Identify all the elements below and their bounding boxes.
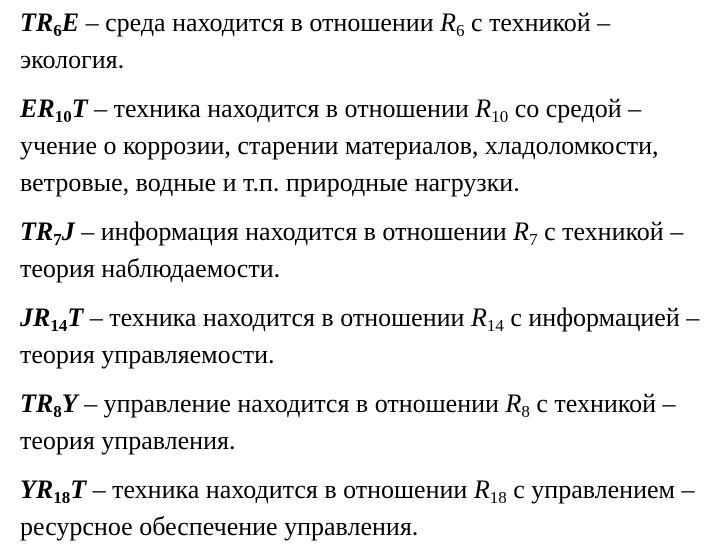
- paragraph-text: – техника находится в отношении: [86, 475, 474, 504]
- notation-left: ER: [20, 94, 55, 123]
- paragraph-text: со средой – учение о коррозии, старении материалов, хладоломкости, ветровые, водные и т.п. природные нагрузки.: [20, 94, 659, 197]
- relation-notation: [20, 389, 78, 421]
- paragraph-text: с техникой – теория наблюдаемости.: [20, 217, 684, 283]
- relation-letter: R: [475, 94, 492, 123]
- notation-right: J: [61, 217, 75, 246]
- notation-right: T: [70, 475, 87, 504]
- notation-index: 7: [53, 230, 62, 249]
- notation-index: 14: [50, 316, 68, 335]
- relation-index: 7: [529, 230, 538, 249]
- notation-left: TR: [20, 389, 54, 418]
- relation-letter: R: [505, 389, 522, 418]
- relation-index: 6: [456, 21, 465, 40]
- paragraph-text: с техникой – экология.: [20, 8, 611, 74]
- paragraph-tr8y: [20, 385, 714, 459]
- relation-index: 10: [491, 107, 509, 126]
- notation-left: TR: [20, 8, 54, 37]
- relation-index: 18: [489, 488, 507, 507]
- notation-left: TR: [20, 217, 54, 246]
- relation-notation: [20, 217, 75, 249]
- relation-symbol: [475, 94, 509, 126]
- notation-index: 6: [53, 21, 62, 40]
- relation-letter: R: [470, 303, 487, 332]
- relation-symbol: [470, 303, 504, 335]
- relation-notation: [20, 94, 88, 126]
- relation-notation: [20, 475, 87, 507]
- notation-right: E: [61, 8, 80, 37]
- paragraph-jr14t: [20, 299, 714, 373]
- paragraph-er10t: [20, 90, 714, 201]
- paragraph-text: – среда находится в отношении: [79, 8, 441, 37]
- paragraph-text: с техникой – теория управления.: [20, 389, 676, 455]
- relation-letter: R: [473, 475, 490, 504]
- relation-letter: R: [513, 217, 530, 246]
- notation-left: YR: [20, 475, 54, 504]
- notation-index: 10: [54, 107, 72, 126]
- paragraph-tr6e: [20, 4, 714, 78]
- notation-right: Y: [61, 389, 78, 418]
- paragraph-text: – информация находится в отношении: [74, 217, 514, 246]
- notation-right: T: [67, 303, 84, 332]
- relation-notation: [20, 8, 80, 40]
- relation-letter: R: [440, 8, 457, 37]
- paragraph-text: с управлением – ресурсное обеспечение управления.: [20, 475, 695, 541]
- notation-right: T: [71, 94, 88, 123]
- paragraph-text: – техника находится в отношении: [83, 303, 471, 332]
- relation-symbol: [505, 389, 530, 421]
- paragraph-yr18t: [20, 471, 714, 545]
- paragraph-text: с информацией – теория управляемости.: [20, 303, 700, 369]
- relation-symbol: [513, 217, 538, 249]
- notation-index: 8: [53, 402, 62, 421]
- relation-notation: [20, 303, 84, 335]
- paragraph-tr7j: [20, 213, 714, 287]
- notation-index: 18: [53, 488, 71, 507]
- notation-left: JR: [20, 303, 51, 332]
- relation-index: 14: [486, 316, 504, 335]
- document-body: [20, 0, 714, 557]
- paragraph-text: – управление находится в отношении: [77, 389, 506, 418]
- relation-index: 8: [521, 402, 530, 421]
- relation-symbol: [473, 475, 507, 507]
- paragraph-text: – техника находится в отношении: [87, 94, 476, 123]
- relation-symbol: [440, 8, 465, 40]
